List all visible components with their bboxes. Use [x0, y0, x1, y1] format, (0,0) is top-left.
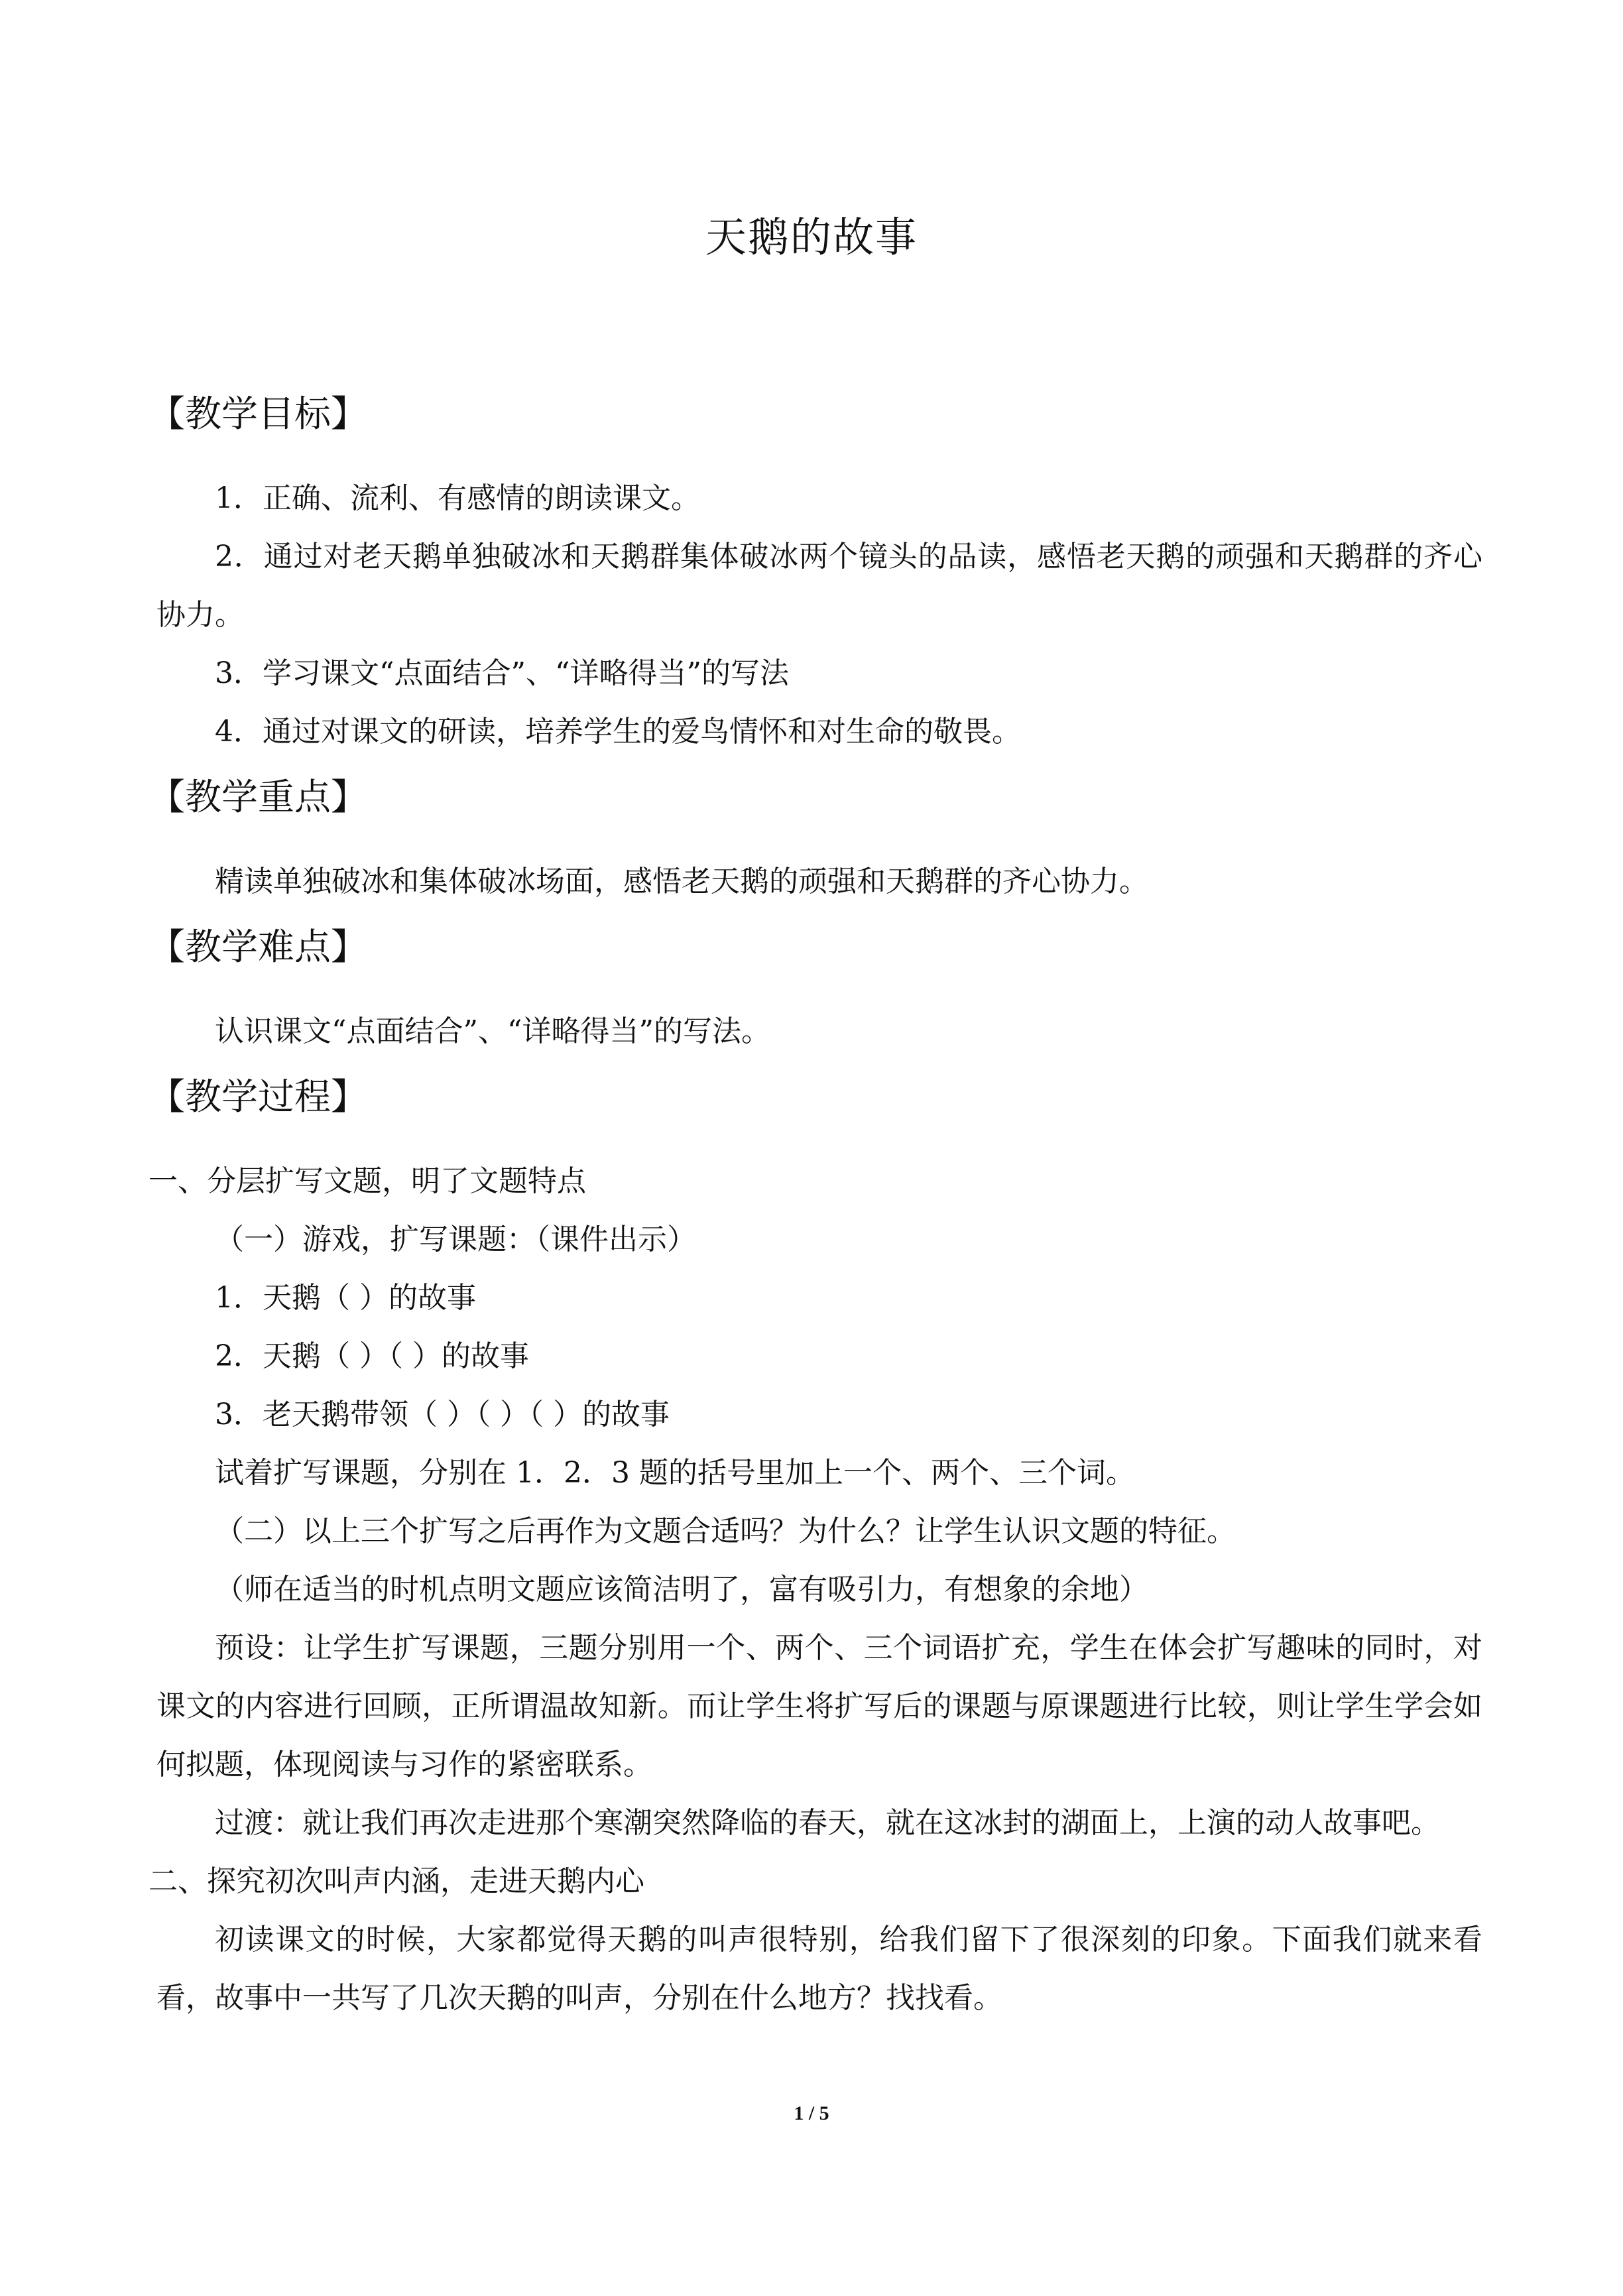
difficulties-text: 认识课文“点面结合”、“详略得当”的写法。	[215, 1014, 770, 1048]
process-teacher-note: （师在适当的时机点明文题应该简洁明了，富有吸引力，有想象的余地）	[215, 1573, 1148, 1606]
process-preset: 预设：让学生扩写课题，三题分别用一个、两个、三个词语扩充，学生在体会扩写趣味的同时，对课文的内容进行回顾，正所谓温故知新。而让学生将扩写后的课题与原课题进行比较，则让学生学会如何拟题，体现阅读与习作的紧密联系。	[156, 1631, 1482, 1782]
document-body	[149, 378, 1482, 2027]
objective-item-1: 1．正确、流利、有感情的朗读课文。	[215, 481, 700, 515]
objective-item-3: 3．学习课文“点面结合”、“详略得当”的写法	[215, 656, 789, 690]
difficulties-heading: 【教学难点】	[149, 926, 368, 968]
process-part2-title: 二、探究初次叫声内涵，走进天鹅内心	[149, 1864, 644, 1898]
objective-item-4: 4．通过对课文的研读，培养学生的爱鸟情怀和对生命的敬畏。	[215, 715, 1021, 749]
process-try: 试着扩写课题，分别在 1．2．3 题的括号里加上一个、两个、三个词。	[215, 1456, 1135, 1490]
key-points-text: 精读单独破冰和集体破冰场面，感悟老天鹅的顽强和天鹅群的齐心协力。	[215, 865, 1148, 898]
document-title: 天鹅的故事	[705, 213, 918, 261]
process-game-item-3: 3．老天鹅带领（ ）（ ）（ ）的故事	[215, 1398, 670, 1431]
process-question: （二）以上三个扩写之后再作为文题合适吗？为什么？让学生认识文题的特征。	[215, 1514, 1236, 1548]
process-part1-title: 一、分层扩写文题，明了文题特点	[149, 1164, 586, 1198]
key-points-heading: 【教学重点】	[149, 776, 368, 818]
objective-item-2: 2．通过对老天鹅单独破冰和天鹅群集体破冰两个镜头的品读，感悟老天鹅的顽强和天鹅群的齐心协力。	[156, 540, 1482, 632]
process-game: （一）游戏，扩写课题：（课件出示）	[215, 1223, 696, 1256]
process-game-item-2: 2．天鹅（ ）（ ）的故事	[215, 1339, 529, 1373]
process-game-item-1: 1．天鹅（ ）的故事	[215, 1281, 476, 1315]
objectives-heading: 【教学目标】	[149, 393, 368, 435]
page-number: 1 / 5	[794, 2102, 829, 2124]
process-heading: 【教学过程】	[149, 1075, 368, 1118]
process-part2-text: 初读课文的时候，大家都觉得天鹅的叫声很特别，给我们留下了很深刻的印象。下面我们就来看看，故事中一共写了几次天鹅的叫声，分别在什么地方？找找看。	[156, 1923, 1482, 2015]
process-transition: 过渡：就让我们再次走进那个寒潮突然降临的春天，就在这冰封的湖面上，上演的动人故事吧。	[215, 1806, 1440, 1840]
